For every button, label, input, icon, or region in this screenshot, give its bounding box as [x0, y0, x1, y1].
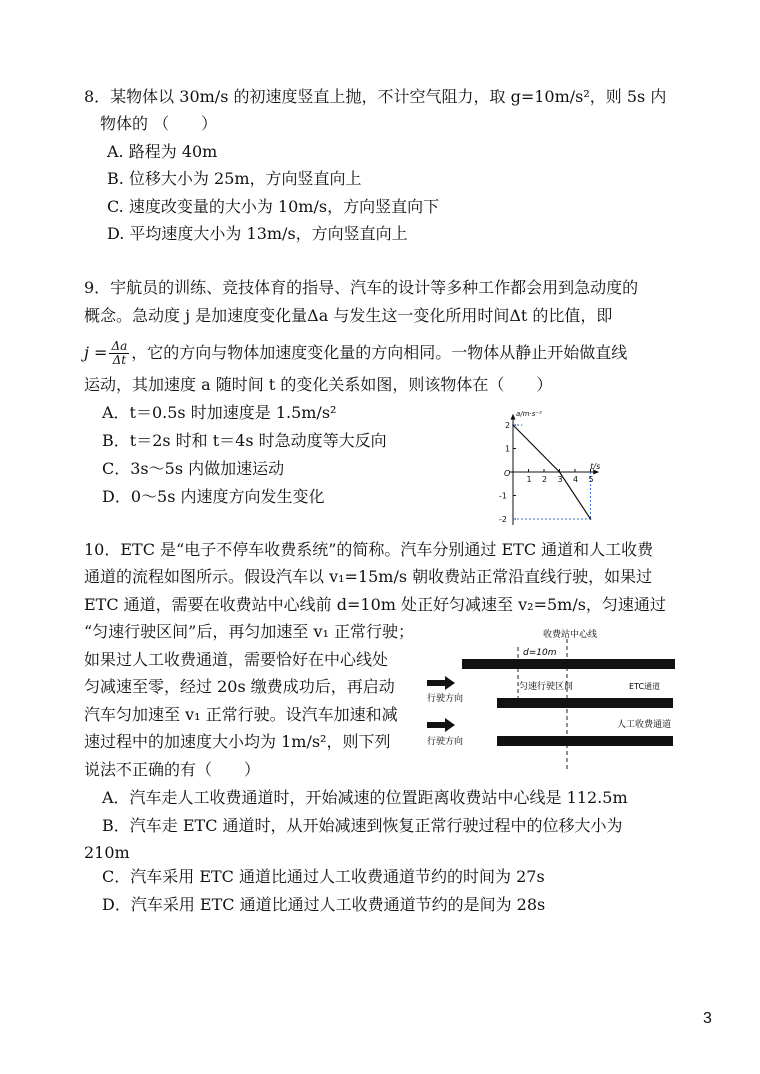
x-tick-label: 5	[588, 475, 594, 484]
q9-option-d: D．0～5s 内速度方向发生变化	[102, 487, 325, 506]
x-tick-label: 2	[542, 475, 548, 484]
q9-option-c: C．3s～5s 内做加速运动	[102, 459, 285, 478]
zone-label: 匀速行驶区间	[519, 682, 574, 692]
origin-label: O	[504, 469, 511, 478]
q9-stem-line4: 运动，其加速度 a 随时间 t 的变化关系如图，则该物体在（ ）	[84, 375, 553, 394]
page-number: 3	[703, 1010, 712, 1027]
q9-stem-line1: 9．宇航员的训练、竞技体育的指导、汽车的设计等多种工作都会用到急动度的	[84, 278, 639, 297]
d-label: d=10m	[523, 648, 557, 658]
q8-stem-line2: 物体的 （ ）	[100, 114, 218, 133]
manual-lane-label: 人工收费通道	[617, 720, 672, 730]
data-point	[512, 424, 514, 426]
q10-stem-line7: 汽车匀加速至 v₁ 正常行驶。设汽车加速和减	[84, 705, 398, 724]
q10-option-a: A．汽车走人工收费通道时，开始减速的位置距离收费站中心线是 112.5m	[102, 788, 628, 807]
y-tick-label: -1	[499, 491, 507, 501]
q10-option-c: C．汽车采用 ETC 通道比通过人工收费通道节约的时间为 27s	[102, 867, 545, 886]
q8-stem-line1: 8．某物体以 30m/s 的初速度竖直上抛，不计空气阻力，取 g=10m/s²，则 5s 内	[84, 87, 667, 106]
direction-arrow-icon	[427, 718, 455, 732]
q10-stem-line9: 说法不正确的有（ ）	[84, 760, 261, 779]
y-tick-label: 2	[505, 421, 511, 430]
etc-barrier	[497, 698, 673, 708]
q9-stem-line2: 概念。急动度 j 是加速度变化量Δa 与发生这一变化所用时间Δt 的比值，即	[84, 306, 613, 325]
q9-formula-den: Δt	[112, 353, 127, 367]
q10-stem-line5: 如果过人工收费通道，需要恰好在中心线处	[84, 650, 389, 669]
x-tick-label: 3	[557, 475, 563, 484]
q8-option-a: A. 路程为 40m	[107, 142, 218, 161]
x-tick-label: 4	[573, 475, 579, 484]
data-point	[590, 518, 592, 520]
q8-option-c: C. 速度改变量的大小为 10m/s，方向竖直向下	[107, 197, 440, 216]
center-line-label: 收费站中心线	[543, 630, 598, 640]
q9-formula-fraction	[109, 340, 129, 367]
q10-stem-line2: 通道的流程如图所示。假设汽车以 v₁=15m/s 朝收费站正常沿直线行驶，如果过	[84, 567, 653, 586]
q10-stem-line3: ETC 通道，需要在收费站中心线前 d=10m 处正好匀减速至 v₂=5m/s，匀速通过	[84, 595, 666, 614]
x-axis-label: t/s	[590, 462, 601, 471]
q10-stem-line6: 匀减速至零，经过 20s 缴费成功后，再启动	[84, 677, 395, 696]
q9-option-b: B．t＝2s 时和 t＝4s 时急动度等大反向	[102, 431, 387, 450]
y-tick-label: 1	[505, 444, 511, 454]
toll-station-diagram	[425, 625, 680, 775]
q9-option-a: A．t＝0.5s 时加速度是 1.5m/s²	[102, 403, 337, 422]
q9-formula-num: Δa	[111, 339, 128, 353]
acceleration-time-chart	[495, 408, 620, 526]
q8-option-d: D. 平均速度大小为 13m/s，方向竖直向上	[107, 224, 408, 243]
q8-option-b: B. 位移大小为 25m，方向竖直向上	[107, 169, 362, 188]
direction-label-2: 行驶方向	[427, 737, 464, 747]
q10-option-b: B．汽车走 ETC 通道时，从开始减速到恢复正常行驶过程中的位移大小为	[102, 816, 623, 835]
q10-option-b-cont: 210m	[84, 843, 130, 862]
direction-arrow-icon	[427, 676, 455, 690]
q10-stem-line4: “匀速行驶区间”后，再匀加速至 v₁ 正常行驶；	[84, 622, 414, 641]
direction-label-1: 行驶方向	[427, 694, 464, 704]
etc-lane-label: ETC通道	[629, 682, 661, 691]
data-point	[559, 471, 561, 473]
y-axis-label: a/m·s⁻²	[516, 410, 542, 418]
manual-barrier	[497, 736, 673, 746]
y-axis-arrow-icon	[511, 414, 516, 420]
q10-stem-line1: 10．ETC 是“电子不停车收费系统”的简称。汽车分别通过 ETC 通道和人工收费	[84, 540, 654, 559]
q9-stem-line3-rest: ，它的方向与物体加速度变化量的方向相同。一物体从静止开始做直线	[131, 343, 628, 362]
q10-option-d: D．汽车采用 ETC 通道比通过人工收费通道节约的是间为 28s	[102, 895, 546, 914]
upper-barrier	[462, 659, 675, 669]
q9-stem-line3	[84, 333, 627, 373]
y-tick-label: -2	[499, 515, 507, 524]
q9-formula-lhs: j =	[84, 343, 108, 362]
q10-stem-line8: 速过程中的加速度大小均为 1m/s²，则下列	[84, 732, 391, 751]
x-tick-label: 1	[526, 475, 532, 484]
